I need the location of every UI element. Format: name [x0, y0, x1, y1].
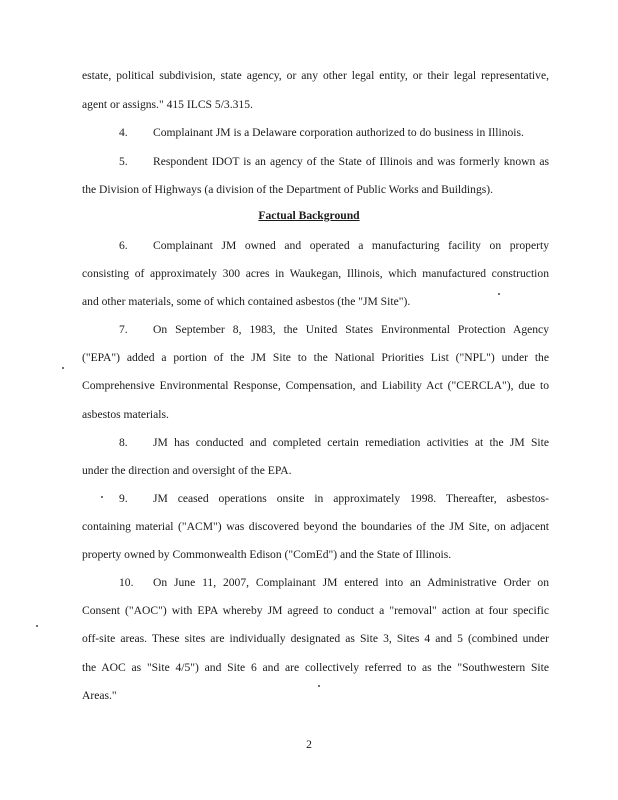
- section-heading: Factual Background: [258, 209, 360, 222]
- paragraph-line: Respondent IDOT is an agency of the State of Illinois and was formerly known as: [153, 155, 549, 168]
- paragraph-line: On September 8, 1983, the United States Environmental Protection Agency: [153, 323, 549, 336]
- paragraph-number: 7.: [119, 323, 128, 336]
- scan-speck: [318, 685, 320, 687]
- paragraph-number: 4.: [119, 126, 128, 139]
- page-number: 2: [306, 738, 312, 751]
- paragraph-line: the AOC as "Site 4/5") and Site 6 and are collectively referred to as the "Southwestern Site: [82, 661, 549, 674]
- paragraph-line: the Division of Highways (a division of the Department of Public Works and Buildings).: [82, 183, 494, 196]
- paragraph-line: ("EPA") added a portion of the JM Site to the National Priorities List ("NPL") under the: [82, 351, 549, 364]
- paragraph-number: 5.: [119, 155, 128, 168]
- paragraph-line: containing material ("ACM") was discovered beyond the boundaries of the JM Site, on adjacent: [82, 520, 549, 533]
- paragraph-line: JM has conducted and completed certain remediation activities at the JM Site: [153, 436, 549, 449]
- paragraph-number: 10.: [119, 576, 134, 589]
- scan-speck: [101, 496, 103, 498]
- scan-speck: [498, 293, 500, 295]
- paragraph-line: under the direction and oversight of the EPA.: [82, 464, 292, 477]
- paragraph-line: Complainant JM owned and operated a manufacturing facility on property: [153, 239, 549, 252]
- paragraph-line: Consent ("AOC") with EPA whereby JM agreed to conduct a "removal" action at four specific: [82, 604, 549, 617]
- paragraph-number: 9.: [119, 492, 128, 505]
- paragraph-line: consisting of approximately 300 acres in Waukegan, Illinois, which manufactured construction: [82, 267, 549, 280]
- scan-speck: [36, 625, 38, 627]
- paragraph-line: off-site areas. These sites are individually designated as Site 3, Sites 4 and 5 (combined under: [82, 632, 549, 645]
- paragraph-line: property owned by Commonwealth Edison ("ComEd") and the State of Illinois.: [82, 548, 452, 561]
- paragraph-line: asbestos materials.: [82, 408, 169, 421]
- paragraph-line: and other materials, some of which contained asbestos (the "JM Site").: [82, 295, 411, 308]
- intro-line: agent or assigns." 415 ILCS 5/3.315.: [82, 98, 253, 111]
- paragraph-line: JM ceased operations onsite in approximately 1998. Thereafter, asbestos-: [153, 492, 549, 505]
- intro-line: estate, political subdivision, state agency, or any other legal entity, or their legal representative,: [82, 69, 549, 82]
- scan-speck: [62, 367, 64, 369]
- paragraph-number: 8.: [119, 436, 128, 449]
- paragraph-line: Comprehensive Environmental Response, Compensation, and Liability Act ("CERCLA"), due to: [82, 379, 549, 392]
- paragraph-line: Areas.": [82, 689, 117, 702]
- paragraph-number: 6.: [119, 239, 128, 252]
- paragraph-line: Complainant JM is a Delaware corporation authorized to do business in Illinois.: [153, 126, 524, 139]
- paragraph-line: On June 11, 2007, Complainant JM entered into an Administrative Order on: [153, 576, 549, 589]
